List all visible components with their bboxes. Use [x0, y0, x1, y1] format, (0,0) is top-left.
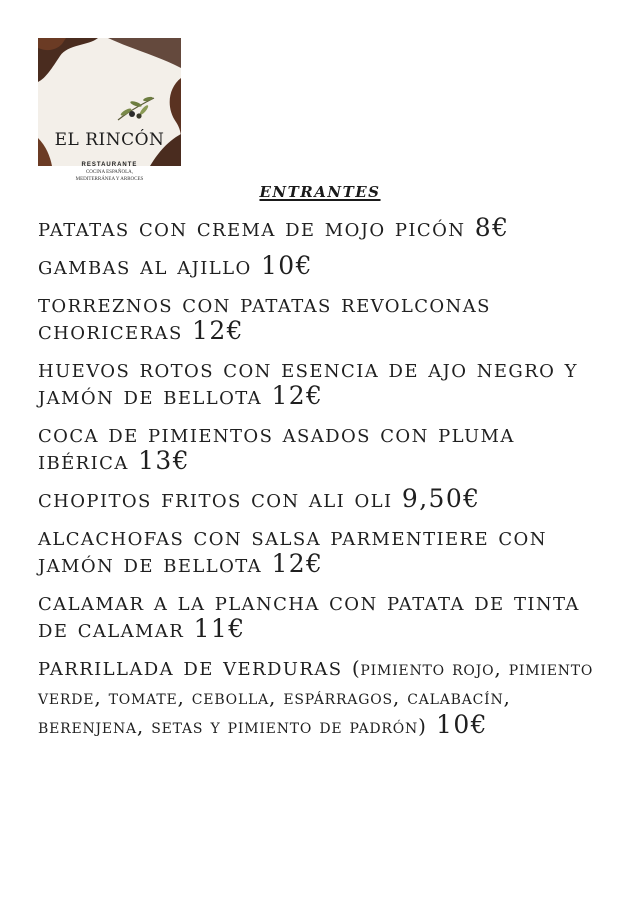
menu-item [38, 290, 610, 344]
item-price: 11€ [193, 614, 246, 643]
item-price: 12€ [271, 381, 324, 410]
logo-subtitle: RESTAURANTE [81, 162, 138, 168]
restaurant-logo [38, 38, 181, 182]
section-title: entrantes [259, 177, 381, 202]
item-price: 9,50€ [401, 484, 481, 513]
item-price: 12€ [192, 316, 244, 345]
item-note: (pimiento rojo, pimiento verde, tomate, cebolla, espárragos, calabacín, berenjena, setas y pimiento de padrón) [38, 656, 594, 738]
logo-name: EL RINCÓN [54, 130, 165, 150]
menu-item [38, 523, 610, 577]
item-name: patatas con crema de mojo picón [38, 213, 466, 242]
menu-item [38, 420, 610, 474]
menu-item [38, 252, 610, 279]
item-name: parrillada de verduras [38, 652, 343, 681]
logo-tagline-2: MEDITERRÁNEA Y ARROCES [75, 177, 144, 182]
item-name: calamar a la plancha con patata de tinta de calamar [38, 587, 580, 643]
item-name: torreznos con patatas revolconas choriceras [38, 289, 491, 345]
item-name: alcachofas con salsa parmentiere con jamón de bellota [38, 522, 547, 578]
logo-tagline-1: COCINA ESPAÑOLA, [85, 170, 134, 175]
menu-item [38, 214, 610, 241]
item-name: coca de pimientos asados con pluma ibérica [38, 419, 515, 475]
item-name: gambas al ajillo [38, 251, 261, 280]
item-price: 10€ [260, 251, 313, 280]
item-name: chopitos fritos con ali oli [38, 484, 402, 513]
item-name: huevos rotos con esencia de ajo negro y jamón de bellota [38, 354, 578, 410]
item-price: 12€ [271, 549, 324, 578]
menu-item [38, 485, 610, 512]
olive-branch-icon [114, 92, 158, 126]
menu-list [38, 214, 610, 751]
menu-item [38, 653, 610, 740]
item-price: 8€ [474, 213, 510, 242]
menu-item [38, 588, 610, 642]
menu-item [38, 355, 610, 409]
item-price: 13€ [138, 446, 190, 475]
item-price: 10€ [436, 710, 488, 739]
